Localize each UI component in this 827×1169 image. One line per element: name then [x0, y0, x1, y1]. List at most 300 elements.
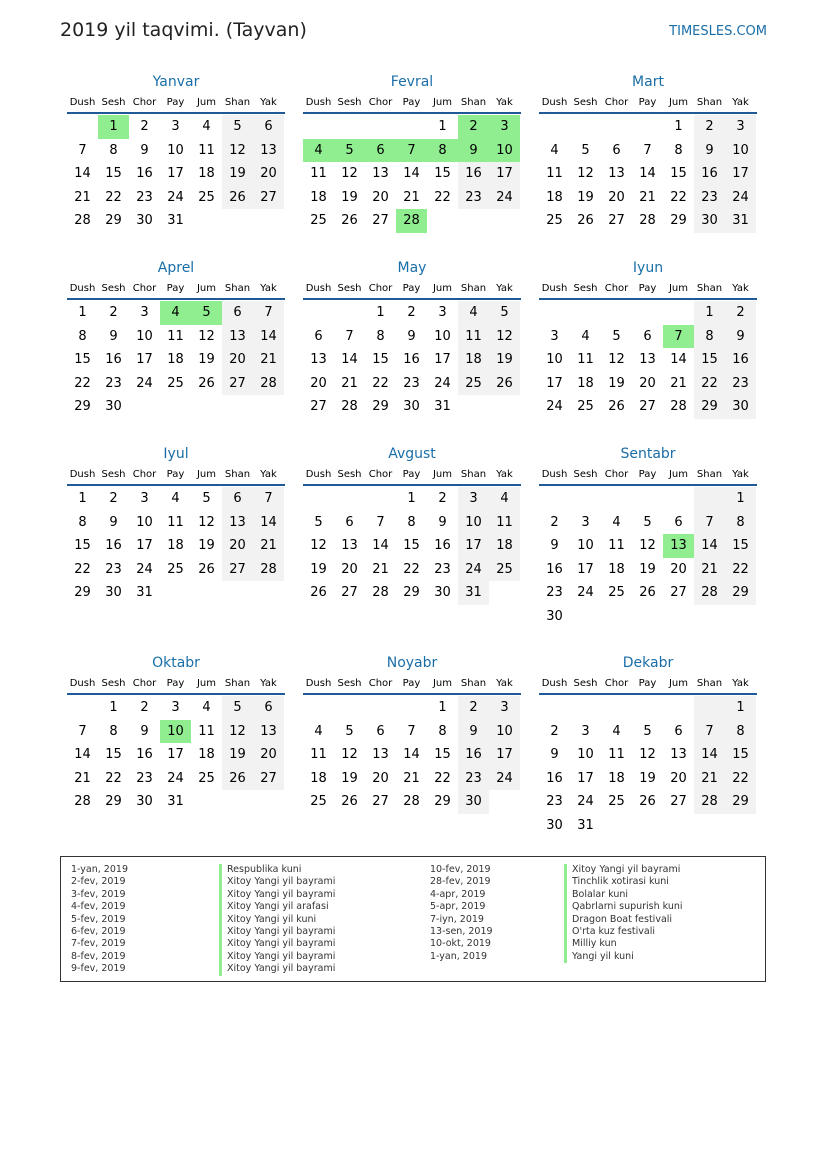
- day-cell: 19: [489, 348, 520, 372]
- day-cell: 23: [434, 561, 451, 577]
- weekday-label: Shan: [696, 469, 723, 480]
- day-cell: 23: [458, 767, 489, 791]
- day-cell: 3: [140, 491, 149, 506]
- day-cell: 1: [725, 487, 756, 511]
- day-cell: 13: [670, 747, 687, 763]
- empty-cell: [67, 696, 98, 720]
- day-cell: 16: [546, 561, 563, 577]
- day-cell: 6: [376, 723, 385, 739]
- day-cell: 5: [643, 723, 652, 739]
- day-cell: 19: [198, 538, 215, 554]
- weekday-label: Sesh: [101, 97, 126, 108]
- day-cell: 14: [403, 747, 420, 763]
- weekday-label: Dush: [305, 678, 332, 689]
- legend-date: 1-yan, 2019: [430, 950, 487, 962]
- weekday-label: Chor: [604, 678, 629, 689]
- holiday-day-cell: 9: [458, 139, 489, 163]
- day-cell: 14: [341, 352, 358, 368]
- holiday-day-cell: 4: [303, 139, 334, 163]
- legend-date: 9-fev, 2019: [71, 963, 126, 975]
- month-name: Iyun: [632, 260, 664, 276]
- day-cell: 8: [438, 723, 447, 739]
- day-cell: 26: [198, 375, 215, 391]
- weekday-header: [539, 96, 757, 114]
- day-cell: 7: [694, 511, 725, 535]
- day-cell: 23: [105, 561, 122, 577]
- day-cell: 19: [639, 561, 656, 577]
- day-cell: 3: [550, 328, 559, 344]
- legend-holiday-name: Xitoy Yangi yil bayrami: [219, 963, 335, 975]
- legend-holiday-name: Respublika kuni: [219, 864, 335, 876]
- day-cell: 2: [407, 305, 416, 320]
- weekday-label: Chor: [368, 97, 393, 108]
- day-cell: 28: [694, 581, 725, 605]
- day-cell: 22: [725, 558, 756, 582]
- empty-cell: [694, 487, 725, 511]
- month-sentabr: [539, 444, 757, 629]
- day-cell: 12: [198, 328, 215, 344]
- day-cell: 8: [109, 723, 118, 739]
- legend-names-1: [219, 864, 335, 976]
- day-cell: 3: [171, 119, 180, 134]
- day-cell: 11: [489, 511, 520, 535]
- day-cell: 20: [222, 348, 253, 372]
- legend-holiday-name: Xitoy Yangi yil kuni: [219, 914, 335, 926]
- day-cell: 21: [670, 375, 687, 391]
- day-cell: 11: [167, 328, 184, 344]
- holiday-legend: [60, 856, 766, 982]
- day-cell: 30: [105, 585, 122, 601]
- day-cell: 18: [167, 352, 184, 368]
- day-cell: 30: [434, 585, 451, 601]
- day-cell: 17: [546, 375, 563, 391]
- day-cell: 13: [341, 538, 358, 554]
- day-cell: 9: [109, 514, 118, 530]
- day-cell: 16: [434, 538, 451, 554]
- weekday-header: [539, 468, 757, 486]
- weekday-label: Yak: [496, 283, 513, 294]
- month-name: Dekabr: [622, 655, 674, 671]
- day-cell: 21: [403, 189, 420, 205]
- legend-dates-2: [430, 864, 493, 963]
- empty-cell: [396, 115, 427, 139]
- day-cell: 11: [198, 723, 215, 739]
- day-cell: 4: [202, 119, 211, 134]
- day-cell: 24: [489, 767, 520, 791]
- day-cell: 17: [434, 352, 451, 368]
- empty-cell: [570, 487, 601, 511]
- day-cell: 19: [310, 561, 327, 577]
- weekday-label: Dush: [69, 469, 96, 480]
- day-cell: 19: [198, 352, 215, 368]
- day-cell: 18: [577, 375, 594, 391]
- weekday-label: Shan: [224, 283, 251, 294]
- day-cell: 1: [407, 491, 416, 506]
- weekday-label: Yak: [732, 678, 749, 689]
- day-cell: 14: [253, 325, 284, 349]
- weekday-label: Dush: [541, 678, 568, 689]
- holiday-day-cell: 6: [365, 139, 396, 163]
- weekday-label: Chor: [368, 678, 393, 689]
- day-cell: 29: [403, 585, 420, 601]
- day-cell: 10: [577, 538, 594, 554]
- day-cell: 24: [577, 794, 594, 810]
- day-cell: 27: [222, 372, 253, 396]
- weekday-header: [539, 677, 757, 695]
- day-cell: 25: [167, 375, 184, 391]
- day-cell: 3: [489, 696, 520, 720]
- day-cell: 14: [74, 166, 91, 182]
- day-cell: 28: [253, 558, 284, 582]
- month-name: Fevral: [390, 74, 434, 90]
- day-cell: 7: [643, 142, 652, 158]
- legend-date: 13-sen, 2019: [430, 926, 493, 938]
- day-cell: 5: [345, 723, 354, 739]
- weekday-header: [67, 282, 285, 300]
- day-cell: 29: [105, 794, 122, 810]
- day-cell: 1: [674, 119, 683, 134]
- empty-cell: [303, 696, 334, 720]
- day-cell: 29: [725, 790, 756, 814]
- weekday-label: Yak: [260, 283, 277, 294]
- weekday-label: Sesh: [101, 283, 126, 294]
- weekday-label: Chor: [368, 469, 393, 480]
- day-cell: 21: [341, 375, 358, 391]
- day-cell: 20: [670, 561, 687, 577]
- day-cell: 23: [458, 186, 489, 210]
- day-cell: 11: [198, 142, 215, 158]
- weekday-header: [67, 468, 285, 486]
- weekday-label: Pay: [166, 469, 185, 480]
- day-cell: 6: [643, 328, 652, 344]
- day-cell: 24: [546, 399, 563, 415]
- weekday-label: Dush: [69, 678, 96, 689]
- weekday-label: Pay: [638, 97, 657, 108]
- site-logo-text[interactable]: TIMESLES.COM: [669, 24, 767, 39]
- day-cell: 17: [136, 538, 153, 554]
- day-cell: 26: [310, 585, 327, 601]
- day-cell: 25: [608, 585, 625, 601]
- day-cell: 6: [345, 514, 354, 530]
- days-grid: [303, 487, 521, 605]
- weekday-header: [67, 677, 285, 695]
- day-cell: 15: [74, 538, 91, 554]
- day-cell: 16: [725, 348, 756, 372]
- day-cell: 8: [725, 511, 756, 535]
- month-name: Aprel: [157, 260, 195, 276]
- empty-cell: [67, 115, 98, 139]
- holiday-day-cell: 5: [191, 301, 222, 325]
- day-cell: 16: [458, 743, 489, 767]
- day-cell: 21: [253, 348, 284, 372]
- day-cell: 26: [639, 585, 656, 601]
- day-cell: 28: [74, 794, 91, 810]
- day-cell: 7: [253, 301, 284, 325]
- day-cell: 21: [372, 561, 389, 577]
- empty-cell: [365, 696, 396, 720]
- month-name: Yanvar: [152, 74, 200, 90]
- day-cell: 26: [222, 767, 253, 791]
- day-cell: 7: [376, 514, 385, 530]
- weekday-label: Pay: [402, 469, 421, 480]
- day-cell: 28: [694, 790, 725, 814]
- day-cell: 9: [694, 139, 725, 163]
- empty-cell: [539, 301, 570, 325]
- day-cell: 7: [78, 142, 87, 158]
- day-cell: 13: [639, 352, 656, 368]
- holiday-day-cell: 7: [396, 139, 427, 163]
- legend-date: 28-fev, 2019: [430, 876, 491, 888]
- weekday-label: Chor: [604, 97, 629, 108]
- day-cell: 27: [310, 399, 327, 415]
- legend-holiday-name: Xitoy Yangi yil bayrami: [564, 864, 683, 876]
- empty-cell: [632, 696, 663, 720]
- weekday-label: Chor: [604, 469, 629, 480]
- weekday-label: Shan: [696, 283, 723, 294]
- day-cell: 9: [725, 325, 756, 349]
- day-cell: 17: [167, 747, 184, 763]
- month-aprel: [67, 258, 285, 419]
- day-cell: 20: [372, 189, 389, 205]
- days-grid: [67, 696, 285, 814]
- day-cell: 11: [608, 747, 625, 763]
- day-cell: 1: [725, 696, 756, 720]
- day-cell: 27: [639, 399, 656, 415]
- day-cell: 9: [550, 538, 559, 554]
- day-cell: 2: [550, 514, 559, 530]
- empty-cell: [601, 696, 632, 720]
- weekday-header: [303, 468, 521, 486]
- weekday-label: Shan: [224, 678, 251, 689]
- legend-date: 1-yan, 2019: [71, 864, 128, 875]
- day-cell: 18: [458, 348, 489, 372]
- day-cell: 19: [222, 162, 253, 186]
- weekday-label: Jum: [668, 469, 689, 480]
- day-cell: 5: [489, 301, 520, 325]
- day-cell: 16: [546, 770, 563, 786]
- month-dekabr: [539, 653, 757, 838]
- day-cell: 8: [109, 142, 118, 158]
- day-cell: 6: [612, 142, 621, 158]
- day-cell: 26: [608, 399, 625, 415]
- day-cell: 28: [403, 794, 420, 810]
- day-cell: 13: [253, 139, 284, 163]
- day-cell: 8: [694, 325, 725, 349]
- day-cell: 7: [407, 723, 416, 739]
- day-cell: 13: [608, 166, 625, 182]
- day-cell: 27: [372, 213, 389, 229]
- day-cell: 25: [546, 213, 563, 229]
- day-cell: 11: [608, 538, 625, 554]
- weekday-label: Dush: [541, 469, 568, 480]
- month-iyul: [67, 444, 285, 605]
- day-cell: 14: [639, 166, 656, 182]
- weekday-label: Yak: [260, 469, 277, 480]
- day-cell: 17: [489, 162, 520, 186]
- day-cell: 15: [105, 166, 122, 182]
- day-cell: 23: [105, 375, 122, 391]
- day-cell: 25: [198, 770, 215, 786]
- day-cell: 23: [694, 186, 725, 210]
- empty-cell: [365, 487, 396, 511]
- weekday-label: Sesh: [573, 678, 598, 689]
- day-cell: 27: [372, 794, 389, 810]
- day-cell: 12: [222, 720, 253, 744]
- weekday-header: [303, 282, 521, 300]
- empty-cell: [396, 696, 427, 720]
- day-cell: 9: [550, 747, 559, 763]
- day-cell: 30: [136, 794, 153, 810]
- day-cell: 10: [136, 328, 153, 344]
- holiday-day-cell: 10: [489, 139, 520, 163]
- day-cell: 24: [136, 375, 153, 391]
- day-cell: 27: [670, 794, 687, 810]
- day-cell: 3: [171, 700, 180, 715]
- day-cell: 28: [639, 213, 656, 229]
- day-cell: 13: [222, 325, 253, 349]
- day-cell: 23: [136, 189, 153, 205]
- day-cell: 27: [341, 585, 358, 601]
- weekday-label: Pay: [166, 97, 185, 108]
- day-cell: 9: [140, 723, 149, 739]
- weekday-label: Sesh: [337, 283, 362, 294]
- day-cell: 11: [167, 514, 184, 530]
- weekday-label: Chor: [132, 469, 157, 480]
- day-cell: 2: [694, 115, 725, 139]
- day-cell: 15: [434, 166, 451, 182]
- holiday-day-cell: 5: [334, 139, 365, 163]
- holiday-day-cell: 1: [98, 115, 129, 139]
- empty-cell: [694, 696, 725, 720]
- days-grid: [303, 115, 521, 233]
- day-cell: 6: [674, 514, 683, 530]
- day-cell: 31: [577, 817, 594, 833]
- legend-date: 2-fev, 2019: [71, 876, 126, 888]
- weekday-label: Shan: [696, 678, 723, 689]
- weekday-label: Jum: [196, 469, 217, 480]
- days-grid: [539, 696, 757, 838]
- empty-cell: [539, 696, 570, 720]
- day-cell: 20: [372, 770, 389, 786]
- day-cell: 13: [372, 747, 389, 763]
- day-cell: 19: [577, 189, 594, 205]
- day-cell: 28: [253, 372, 284, 396]
- day-cell: 21: [253, 534, 284, 558]
- weekday-label: Pay: [638, 678, 657, 689]
- day-cell: 22: [694, 372, 725, 396]
- day-cell: 16: [136, 747, 153, 763]
- legend-date: 7-fev, 2019: [71, 938, 126, 950]
- day-cell: 30: [105, 399, 122, 415]
- day-cell: 6: [314, 328, 323, 344]
- day-cell: 14: [253, 511, 284, 535]
- day-cell: 18: [198, 747, 215, 763]
- weekday-label: Sesh: [101, 469, 126, 480]
- day-cell: 1: [109, 700, 118, 715]
- day-cell: 16: [458, 162, 489, 186]
- month-name: May: [397, 260, 427, 276]
- weekday-label: Dush: [69, 283, 96, 294]
- day-cell: 1: [78, 305, 87, 320]
- weekday-label: Sesh: [337, 469, 362, 480]
- day-cell: 11: [546, 166, 563, 182]
- day-cell: 14: [372, 538, 389, 554]
- day-cell: 15: [372, 352, 389, 368]
- empty-cell: [570, 301, 601, 325]
- day-cell: 6: [674, 723, 683, 739]
- weekday-label: Yak: [732, 469, 749, 480]
- day-cell: 19: [341, 189, 358, 205]
- weekday-header: [67, 96, 285, 114]
- month-name: Oktabr: [152, 655, 200, 671]
- day-cell: 14: [74, 747, 91, 763]
- weekday-label: Shan: [224, 469, 251, 480]
- day-cell: 4: [458, 301, 489, 325]
- day-cell: 18: [489, 534, 520, 558]
- weekday-label: Dush: [541, 97, 568, 108]
- day-cell: 5: [612, 328, 621, 344]
- legend-holiday-name: Yangi yil kuni: [564, 951, 683, 963]
- legend-holiday-name: Bolalar kuni: [564, 889, 683, 901]
- day-cell: 24: [167, 770, 184, 786]
- day-cell: 30: [403, 399, 420, 415]
- day-cell: 4: [612, 514, 621, 530]
- legend-holiday-name: O'rta kuz festivali: [564, 926, 683, 938]
- weekday-label: Dush: [305, 469, 332, 480]
- empty-cell: [539, 115, 570, 139]
- month-name: Noyabr: [386, 655, 438, 671]
- month-oktabr: [67, 653, 285, 814]
- day-cell: 26: [222, 186, 253, 210]
- day-cell: 15: [403, 538, 420, 554]
- day-cell: 31: [725, 209, 756, 233]
- day-cell: 1: [376, 305, 385, 320]
- day-cell: 2: [725, 301, 756, 325]
- day-cell: 5: [222, 696, 253, 720]
- month-yanvar: [67, 72, 285, 233]
- day-cell: 15: [434, 747, 451, 763]
- day-cell: 29: [725, 581, 756, 605]
- empty-cell: [663, 487, 694, 511]
- weekday-label: Shan: [460, 469, 487, 480]
- weekday-label: Sesh: [337, 678, 362, 689]
- day-cell: 8: [407, 514, 416, 530]
- day-cell: 20: [341, 561, 358, 577]
- day-cell: 16: [136, 166, 153, 182]
- day-cell: 18: [546, 189, 563, 205]
- day-cell: 26: [489, 372, 520, 396]
- legend-date: 10-fev, 2019: [430, 864, 491, 875]
- day-cell: 10: [136, 514, 153, 530]
- empty-cell: [334, 115, 365, 139]
- weekday-label: Shan: [460, 283, 487, 294]
- day-cell: 21: [403, 770, 420, 786]
- day-cell: 1: [438, 119, 447, 134]
- day-cell: 10: [167, 142, 184, 158]
- empty-cell: [539, 487, 570, 511]
- day-cell: 29: [105, 213, 122, 229]
- day-cell: 11: [310, 166, 327, 182]
- empty-cell: [570, 115, 601, 139]
- weekday-label: Pay: [166, 283, 185, 294]
- day-cell: 20: [608, 189, 625, 205]
- day-cell: 2: [140, 700, 149, 715]
- day-cell: 30: [458, 790, 489, 814]
- days-grid: [67, 487, 285, 605]
- day-cell: 26: [341, 213, 358, 229]
- empty-cell: [632, 487, 663, 511]
- weekday-label: Jum: [196, 678, 217, 689]
